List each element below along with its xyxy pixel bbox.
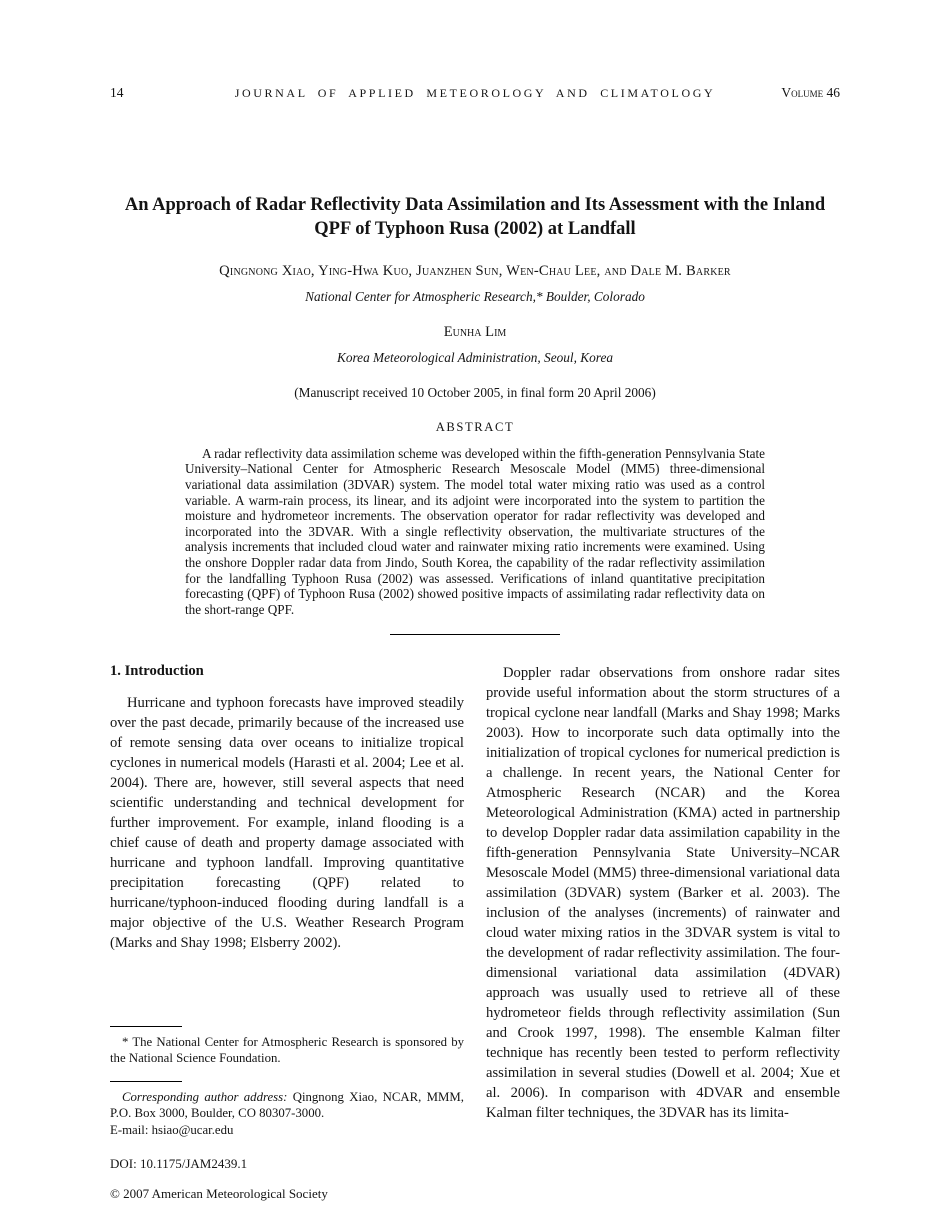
doi-line: DOI: 10.1175/JAM2439.1 [110, 1156, 248, 1171]
corresponding-author-footnote [110, 1089, 464, 1122]
author-list: Qingnong Xiao, Ying-Hwa Kuo, Juanzhen Sun, Wen-Chau Lee, and Dale M. Barker [219, 262, 731, 279]
page-footer [110, 1156, 840, 1202]
intro-paragraph-right: Doppler radar observations from onshore radar sites provide useful information about the storm structures of a tropical cyclone near landfall (Marks and Shay 1998; Marks 2003). How to incorporate such data optimally into the initialization of tropical cyclones for numerical prediction is a challenge. In recent years, the National Center for Atmospheric Research (NCAR) and the Korea Meteorological Administration (KMA) acted in partnership to develop Doppler radar data assimilation capability in the fifth-generation Pennsylvania State University–NCAR Mesoscale Model (MM5) three-dimensional variational data assimilation (3DVAR) system (Barker et al. 2003). The inclusion of the analyses (increments) of rainwater and cloud water mixing ratios in the 3DVAR system is vital to the development of radar reflectivity assimilation. The four-dimensional variational data assimilation (4DVAR) approach was usually used to retrieve all of these hydrometeor fields through reflectivity assimilation (Sun and Crook 1997, 1998). The ensemble Kalman filter technique has recently been tested to perform reflectivity assimilation in several studies (Dowell et al. 2004; Xue et al. 2006). In comparison with 4DVAR and ensemble Kalman filter techniques, the 3DVAR has its limita- [486, 665, 840, 1122]
footnote-area [110, 1018, 464, 1139]
corresponding-author-label: Corresponding author address: [122, 1089, 288, 1104]
page-number: 14 [110, 85, 124, 100]
corresponding-author-address: Qingnong Xiao, NCAR, MMM, P.O. Box 3000, Boulder, CO 80307-3000. [110, 1089, 464, 1120]
footnote-divider-2 [110, 1081, 182, 1082]
abstract-text: A radar reflectivity data assimilation scheme was developed within the fifth-generation Pennsylvania State University–National Center for Atmospheric Research Mesoscale Model (MM5) three-dimensional variational data assimilation (3DVAR) system. The model total water mixing ratio was used as a control variable. A warm-rain process, its linear, and its adjoint were incorporated into the system to partition the moisture and hydrometeor increments. The observation operator for radar reflectivity was developed and incorporated into the 3DVAR. With a single reflectivity observation, the multivariate structures of the analysis increments that included cloud water and rainwater mixing ratio increments were examined. Using the onshore Doppler radar data from Jindo, South Korea, the capability of the radar reflectivity assimilation for the landfalling Typhoon Rusa (2002) was assessed. Verifications of inland quantitative precipitation forecasting (QPF) of Typhoon Rusa (2002) showed positive impacts of assimilating radar reflectivity data on the short-range QPF. [185, 445, 765, 617]
sponsor-footnote: * The National Center for Atmospheric Research is sponsored by the National Science Foundation. [110, 1034, 464, 1065]
manuscript-note: (Manuscript received 10 October 2005, in final form 20 April 2006) [294, 384, 656, 400]
intro-paragraph-left: Hurricane and typhoon forecasts have improved steadily over the past decade, primarily because of the increased use of remote sensing data over oceans to initialize tropical cyclones in numerical models (Harasti et al. 2004; Lee et al. 2004). There are, however, still several aspects that need scientific understanding and technical development for further improvement. For example, inland flooding is a chief cause of death and property damage associated with hurricane and typhoon landfall. Improving quantitative precipitation forecasting (QPF) related to hurricane/typhoon-induced flooding during landfall is a major objective of the U.S. Weather Research Program (Marks and Shay 1998; Elsberry 2002). [110, 695, 464, 952]
affiliation-primary: National Center for Atmospheric Research,* Boulder, Colorado [305, 288, 645, 304]
abstract-divider [390, 634, 560, 635]
two-column-body [110, 663, 840, 1138]
journal-name: JOURNAL OF APPLIED METEOROLOGY AND CLIMATOLOGY [234, 86, 716, 100]
footnote-divider-1 [110, 1026, 182, 1027]
article-title: An Approach of Radar Reflectivity Data Assimilation and Its Assessment with the Inland QPF of Typhoon Rusa (2002) at Landfall [124, 195, 826, 240]
copyright-line: © 2007 American Meteorological Society [110, 1186, 328, 1201]
author-secondary: Eunha Lim [443, 323, 507, 340]
right-column [486, 663, 840, 1138]
affiliation-secondary: Korea Meteorological Administration, Seoul, Korea [336, 349, 613, 365]
corresponding-author-email: E-mail: hsiao@ucar.edu [110, 1122, 234, 1137]
footnote-gap [110, 1067, 464, 1081]
section-heading-introduction: 1. Introduction [110, 663, 204, 680]
abstract-heading: ABSTRACT [435, 419, 515, 434]
volume-label: Volume 46 [781, 85, 840, 100]
left-column [110, 663, 464, 1138]
running-head [110, 85, 840, 101]
